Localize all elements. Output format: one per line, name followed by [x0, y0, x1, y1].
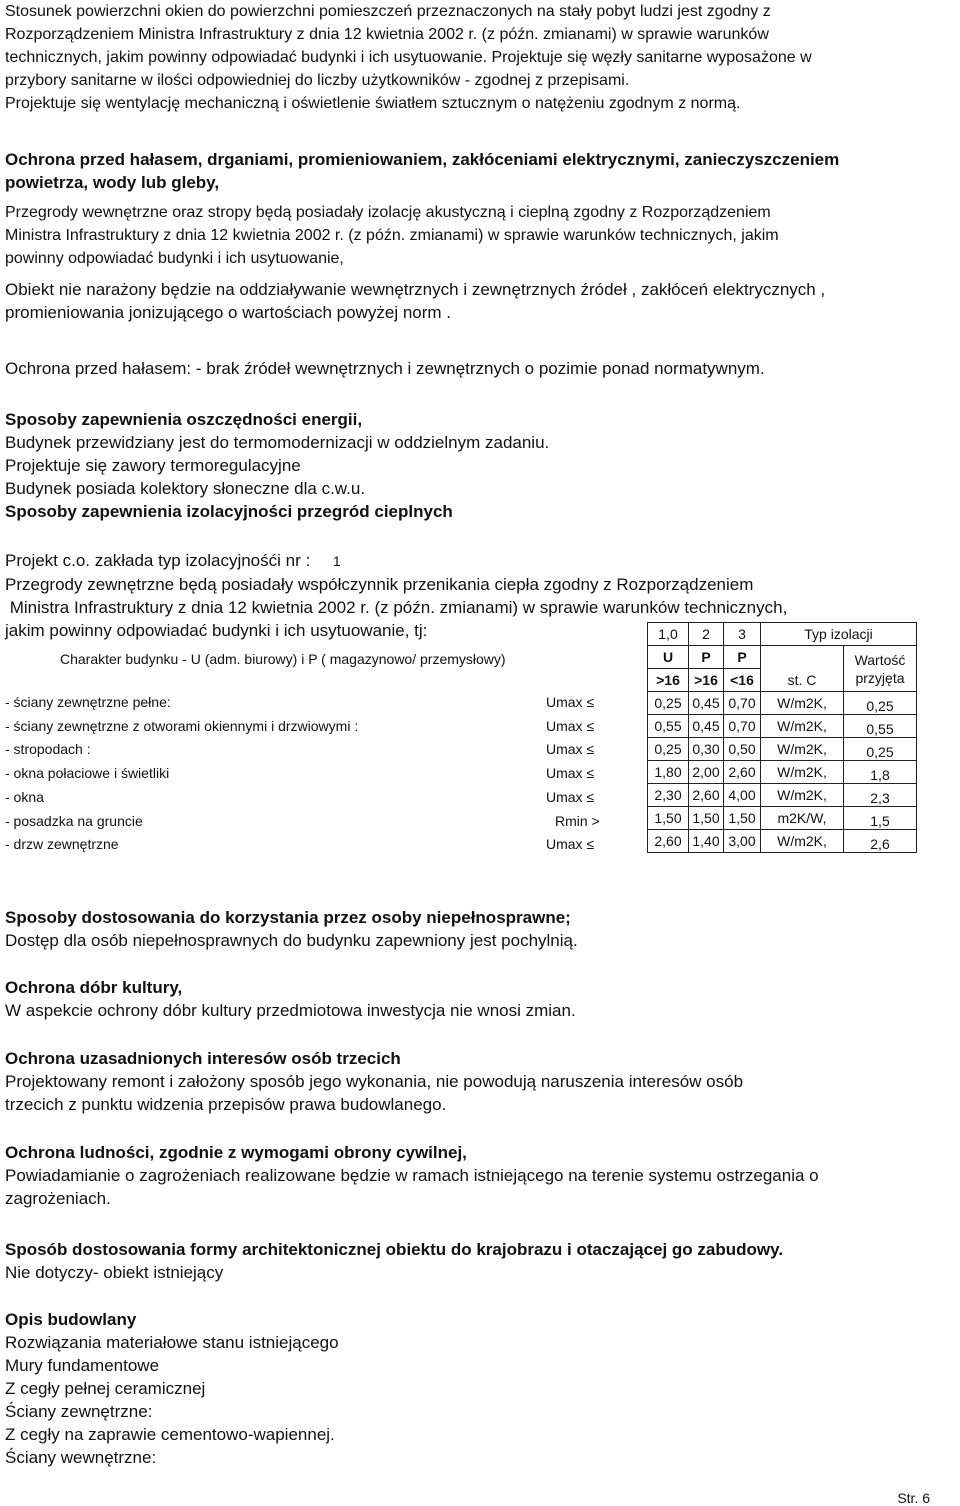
limit-symbol: Umax ≤ [546, 741, 595, 757]
table-cell: 3,00 [724, 830, 761, 853]
table-cell: W/m2K, [761, 715, 844, 738]
text-line: powinny odpowiadać budynki i ich usytuowanie, [5, 250, 344, 267]
table-cell: 0,45 [689, 692, 724, 715]
accepted-value-cell: 1,8 [844, 761, 917, 784]
table-cell: 1,80 [648, 761, 689, 784]
building-character-label: Charakter budynku - U (adm. biurowy) i P ( magazynowo/ przemysłowy) [60, 651, 506, 667]
text-line: Ściany zewnętrzne: [5, 1402, 153, 1421]
text-line: Powiadamianie o zagrożeniach realizowane będzie w ramach istniejącego na terenie systemu ostrzegania o [5, 1166, 819, 1185]
table-header-cell: P [689, 646, 724, 669]
section-heading: Sposoby zapewnienia izolacyjności przegród cieplnych [5, 502, 453, 521]
table-cell: 1,50 [648, 807, 689, 830]
text-line: Z cegły pełnej ceramicznej [5, 1379, 206, 1398]
value-header-cell: Wartość przyjęta [844, 646, 917, 692]
noise-body-2 [5, 278, 942, 324]
text-line [5, 549, 942, 573]
culture-section [5, 976, 942, 1022]
text-line: przybory sanitarne w ilości odpowiedniej do liczby użytkowników - zgodnej z przepisami. [5, 72, 630, 89]
text-line: Rozwiązania materiałowe stanu istniejącego [5, 1333, 339, 1352]
text-line: Rozporządzeniem Ministra Infrastruktury z dnia 12 kwietnia 2002 r. (z późn. zmianami) w sprawie warunków [5, 26, 769, 43]
table-cell: 1,50 [689, 807, 724, 830]
section-heading: powietrza, wody lub gleby, [5, 173, 220, 192]
limit-symbol: Umax ≤ [546, 836, 595, 852]
table-header-cell: 3 [724, 623, 761, 646]
limit-symbol: Umax ≤ [546, 694, 595, 710]
table-cell: 1,40 [689, 830, 724, 853]
accessibility-section [5, 906, 942, 952]
section-heading: Ochrona przed hałasem, drganiami, promieniowaniem, zakłóceniami elektrycznymi, zanieczyszczeniem [5, 150, 840, 169]
insulation-row-label: - posadzka na gruncie [5, 813, 143, 829]
project-number: 1 [332, 553, 341, 569]
table-row [648, 738, 917, 761]
table-cell: W/m2K, [761, 784, 844, 807]
insulation-table [647, 622, 917, 853]
intro-paragraph [5, 0, 942, 115]
text-line: Projektuje się zawory termoregulacyjne [5, 456, 301, 475]
text-line: Stosunek powierzchni okien do powierzchni pomieszczeń przeznaczonych na stały pobyt ludzi jest zgodny z [5, 3, 771, 20]
table-cell: 2,60 [689, 784, 724, 807]
table-cell: W/m2K, [761, 761, 844, 784]
table-cell: W/m2K, [761, 692, 844, 715]
table-header-row [648, 623, 917, 646]
section-heading: Ochrona dóbr kultury, [5, 978, 183, 997]
table-header-cell: 1,0 [648, 623, 689, 646]
table-header-cell: <16 [724, 669, 761, 692]
table-header-cell: >16 [689, 669, 724, 692]
table-cell: 4,00 [724, 784, 761, 807]
table-cell: 0,70 [724, 692, 761, 715]
table-row [648, 784, 917, 807]
insulation-row-label: - ściany zewnętrzne pełne: [5, 694, 171, 710]
insulation-row-label: - okna połaciowe i świetliki [5, 765, 170, 781]
noise-summary [5, 357, 942, 380]
insulation-row-label: - ściany zewnętrzne z otworami okiennymi i drzwiowymi : [5, 718, 359, 734]
text-line: Przegrody wewnętrzne oraz stropy będą posiadały izolację akustyczną i cieplną zgodny z Rozporządzeniem [5, 204, 771, 221]
table-cell: 2,60 [724, 761, 761, 784]
limit-symbol: Rmin > [555, 813, 600, 829]
noise-section [5, 148, 942, 194]
accepted-value-cell: 1,5 [844, 807, 917, 830]
accepted-value-cell: 0,55 [844, 715, 917, 738]
text-line: jakim powinny odpowiadać budynki i ich usytuowanie, tj: [5, 621, 428, 640]
text-line: Z cegły na zaprawie cementowo-wapiennej. [5, 1425, 335, 1444]
table-cell: 2,60 [648, 830, 689, 853]
text-line: Dostęp dla osób niepełnosprawnych do budynku zapewniony jest pochylnią. [5, 931, 578, 950]
text-line: Nie dotyczy- obiekt istniejący [5, 1263, 224, 1282]
text-line: trzecich z punktu widzenia przepisów prawa budowlanego. [5, 1095, 447, 1114]
table-header-cell: 2 [689, 623, 724, 646]
text-line: Projektowany remont i założony sposób jego wykonania, nie powodują naruszenia interesów osób [5, 1072, 744, 1091]
table-row [648, 807, 917, 830]
text-line: Ściany wewnętrzne: [5, 1448, 157, 1467]
accepted-value-cell: 2,3 [844, 784, 917, 807]
insulation-row-label: - okna [5, 789, 44, 805]
limit-symbol: Umax ≤ [546, 718, 595, 734]
text-line: Mury fundamentowe [5, 1356, 160, 1375]
section-heading: Sposoby dostosowania do korzystania przez osoby niepełnosprawne; [5, 908, 571, 927]
table-cell: 0,70 [724, 715, 761, 738]
text-line: Budynek przewidziany jest do termomodernizacji w oddzielnym zadaniu. [5, 433, 550, 452]
table-cell: 2,00 [689, 761, 724, 784]
table-header-cell: U [648, 646, 689, 669]
table-row [648, 761, 917, 784]
accepted-value-cell: 0,25 [844, 692, 917, 715]
text-line: Ochrona przed hałasem: - brak źródeł wewnętrznych i zewnętrznych o pozimie ponad normatywnym. [5, 359, 765, 378]
table-header-cell: Typ izolacji [761, 623, 917, 646]
section-heading: Sposoby zapewnienia oszczędności energii, [5, 410, 363, 429]
table-cell: W/m2K, [761, 830, 844, 853]
insulation-row-label: - stropodach : [5, 741, 91, 757]
text-line: Projektuje się wentylację mechaniczną i oświetlenie światłem sztucznym o natężeniu zgodnym z normą. [5, 95, 741, 112]
table-header-row [648, 646, 917, 669]
table-header-cell: st. C [761, 669, 844, 692]
limit-symbol: Umax ≤ [546, 765, 595, 781]
text-line: Obiekt nie narażony będzie na oddziaływanie wewnętrznych i zewnętrznych źródeł , zakłóceń elektrycznych , [5, 280, 826, 299]
table-cell: 0,55 [648, 715, 689, 738]
table-cell: 0,25 [648, 692, 689, 715]
accepted-value-cell: 0,25 [844, 738, 917, 761]
section-heading: Sposób dostosowania formy architektonicznej obiektu do krajobrazu i otaczającej go zabudowy. [5, 1240, 784, 1259]
table-cell: 0,30 [689, 738, 724, 761]
table-cell: 1,50 [724, 807, 761, 830]
table-row [648, 830, 917, 853]
text-line: Przegrody zewnętrzne będą posiadały współczynnik przenikania ciepła zgodny z Rozporządzeniem [5, 575, 754, 594]
text-line: Budynek posiada kolektory słoneczne dla c.w.u. [5, 479, 366, 498]
accepted-value-cell: 2,6 [844, 830, 917, 853]
architecture-section [5, 1238, 942, 1284]
table-cell: W/m2K, [761, 738, 844, 761]
limit-symbol: Umax ≤ [546, 789, 595, 805]
table-cell: 0,25 [648, 738, 689, 761]
page-number: Str. 6 [897, 1490, 930, 1506]
text-line: Ministra Infrastruktury z dnia 12 kwietnia 2002 r. (z późn. zmianami) w sprawie warunków technicznych, jakim [5, 227, 779, 244]
table-row [648, 715, 917, 738]
table-cell: 2,30 [648, 784, 689, 807]
table-header-cell: >16 [648, 669, 689, 692]
text-line: zagrożeniach. [5, 1189, 111, 1208]
table-cell: 0,50 [724, 738, 761, 761]
third-parties-section [5, 1047, 942, 1116]
text-line: technicznych, jakim powinny odpowiadać budynki i ich usytuowanie. Projektuje się węzły sanitarne wyposażone w [5, 49, 812, 66]
section-heading: Opis budowlany [5, 1310, 137, 1329]
text-line: promieniowania jonizującego o wartościach powyżej norm . [5, 303, 452, 322]
project-line: Projekt c.o. zakłada typ izolacyjnośći nr : [5, 551, 311, 570]
table-header-cell: P [724, 646, 761, 669]
section-heading: Ochrona ludności, zgodnie z wymogami obrony cywilnej, [5, 1143, 467, 1162]
text-line: Ministra Infrastruktury z dnia 12 kwietnia 2002 r. (z późn. zmianami) w sprawie warunków technicznych, [5, 598, 788, 617]
section-heading: Ochrona uzasadnionych interesów osób trzecich [5, 1049, 401, 1068]
table-cell: m2K/W, [761, 807, 844, 830]
table-row [648, 692, 917, 715]
table-cell: 0,45 [689, 715, 724, 738]
text-line: W aspekcie ochrony dóbr kultury przedmiotowa inwestycja nie wnosi zmian. [5, 1001, 576, 1020]
insulation-row-label: - drzw zewnętrzne [5, 836, 119, 852]
table-header-cell [761, 646, 844, 669]
energy-section [5, 408, 942, 523]
noise-body [5, 201, 942, 270]
civil-defence-section [5, 1141, 942, 1210]
building-description-section [5, 1308, 942, 1469]
